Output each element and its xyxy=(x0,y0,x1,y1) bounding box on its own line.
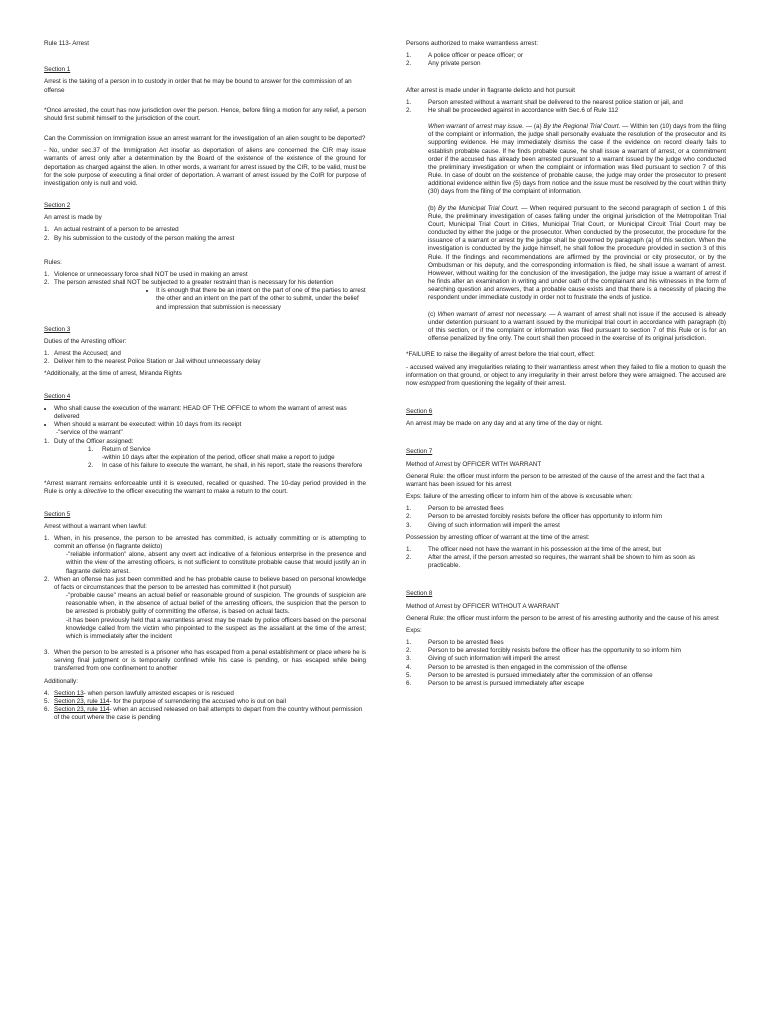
section-2-heading: Section 2 xyxy=(44,202,71,210)
miranda-note: *Additionally, at the time of arrest, Miranda Rights xyxy=(44,370,182,378)
method-without-warrant: Method of Arrest by OFFICER WITHOUT A WARRANT xyxy=(406,602,560,610)
list-item: • It is enough that there be an intent on the part of one of the parties to arrest the other and an intent on the part of the other to submit, under the belief and impression that submission is necessary xyxy=(156,287,366,312)
section-4-heading: Section 4 xyxy=(44,392,71,400)
list-item: 3. Giving of such information will imperil the arrest xyxy=(406,655,560,663)
list-item: 2. By his submission to the custody of the person making the arrest xyxy=(44,234,235,242)
list-item: 3. When the person to be arrested is a prisoner who has escaped from a penal establishment or place where he is serving final judgment or is temporarily confined while his case is pending, or has escaped while being transferred from one confinement to another xyxy=(44,649,366,673)
immigration-question: Can the Commission on Immigration issue an arrest warrant for the investigation of an alien sought to be deported? xyxy=(44,135,366,143)
general-rule-8: General Rule: the officer must inform the person to be arrest of his arresting authority and the cause of his arrest xyxy=(406,614,719,622)
officer-duties-list xyxy=(44,446,366,471)
list-item: 1. Person to be arrested flees xyxy=(406,505,504,513)
list-item: 1. Violence or unnecessary force shall NOT be used in making an arrest xyxy=(44,270,248,278)
list-item: 1. Return of Service -within 10 days after the expiration of the period, officer shall make a report to judge xyxy=(88,445,335,461)
exceptions-8-list xyxy=(406,639,726,688)
section-5-heading: Section 5 xyxy=(44,510,71,518)
rules-list xyxy=(44,271,366,287)
list-item: 3. Giving of such information will imperil the arrest xyxy=(406,521,560,529)
list-item: • When should a warrant be executed: within 10 days from its receipt xyxy=(54,421,366,429)
failure-effect: - accused waived any irregularities relating to their warrantless arrest when they failed to file a motion to quash the information on that ground, or object to any irregularity in their arrest before they were arraigned. The accused are now estopped from questioning the legality of their arrest. xyxy=(406,363,726,387)
list-item: 2. He shall be proceeded against in accordance with Sec.6 of Rule 112 xyxy=(406,106,619,114)
list-item: 1. When, in his presence, the person to be arrested has committed, is actually committing or is attempting to commit an offense (in flagrante delicto) -"reliable information" alone, absent any overt act indicative of a felonious enterprise in the presence and within the view of the arresting officers, is not sufficient to constitute probable cause that would justify an in flagrante delicto arrest. xyxy=(44,534,366,575)
possession-label: Possession by arresting officer of warrant at the time of the arrest: xyxy=(406,533,590,541)
after-arrest-list xyxy=(406,99,726,115)
immigration-answer: - No, under sec.37 of the Immigration Act insofar as deportation of aliens are concerned the CIR may issue warrants of arrest only after a determination by the Board of the existence of the existence of the ground for deportation as charged against the alien. In other words, a warrant for arrest issued by the CIR, to be valid, must be for the sole purpose of executing a final order of deportation. A warrant of arrest issued by the CoIR for purpose of investigation only is null and void. xyxy=(44,147,366,187)
exceptions-7: Exps: failure of the arresting officer to inform him of the above is excusable when: xyxy=(406,493,633,501)
general-rule-7: General Rule: the officer must inform the person to be arrested of the cause of the arrest and the fact that a warrant has been issued for his arrest xyxy=(406,472,705,488)
exceptions-8: Exps: xyxy=(406,626,422,634)
list-item: 2. In case of his failure to execute the warrant, he shall, in his report, state the reasons therefore xyxy=(88,462,363,470)
left-column xyxy=(44,40,366,722)
list-item: 4. Section 13- when person lawfully arrested escapes or is rescued xyxy=(44,689,234,697)
list-item: 2. Deliver him to the nearest Police Station or Jail without unnecessary delay xyxy=(44,358,261,366)
duty-of-officer: 1. Duty of the Officer assigned: xyxy=(44,437,134,445)
section-link: Section 13 xyxy=(54,689,84,697)
paragraph-b: (b) By the Municipal Trial Court. — When required pursuant to the second paragraph of section 1 of this Rule, the preliminary investigation of cases falling under the original jurisdiction of the Metropolitan Trial Court, Municipal Trial Court in Cities, Municipal Trial Court, or Municipal Circuit Trial Court may be conducted by either the judge or the prosecutor. When conducted by the prosecutor, the procedure for the issuance of a warrant or arrest by the judge shall be governed by paragraph (a) of this section. When the investigation is conducted by the judge himself, he shall follow the procedure provided in section 3 of this Rule. If the findings and recommendations are affirmed by the provincial or city prosecutor, or by the Ombudsman or his deputy, and the corresponding information is filed, he shall issue a warrant of arrest. However, without waiting for the conclusion of the investigation, the judge may issue a warrant of arrest if he finds after an examination in writing and under oath of the complainant and his witnesses in the form of searching question and answers, that a probable cause exists and that there is a necessity of placing the respondent under immediate custody in order not to frustrate the ends of justice. xyxy=(428,204,727,302)
possession-list xyxy=(406,546,726,571)
service-of-warrant: -"service of the warrant" xyxy=(56,429,123,437)
list-item: 2. Any private person xyxy=(406,60,481,68)
list-item: 2. Person to be arrested forcibly resists before the officer has the opportunity to so inform him xyxy=(406,647,681,655)
intent-bullet-list xyxy=(44,287,366,312)
persons-authorized-label: Persons authorized to make warrantless arrest: xyxy=(406,40,538,47)
list-item: • Who shall cause the execution of the warrant: HEAD OF THE OFFICE to whom the warrant of arrest was delivered xyxy=(54,405,366,421)
list-item: 2. Person to be arrested forcibly resists before the officer has opportunity to inform him xyxy=(406,513,663,521)
warrantless-arrest-label: Arrest without a warrant when lawful: xyxy=(44,522,147,530)
additionally-label: Additionally: xyxy=(44,677,78,685)
list-item: 1. Arrest the Accused; and xyxy=(44,350,121,358)
list-item: 2. When an offense has just been committed and he has probable cause to believe based on personal knowledge of facts or circumstances that the person to be arrested has committed it (hot pursuit) -"probable cause" means an actual belief or reasonable ground of suspicion. The grounds of suspicion are reasonable when, in the absence of actual belief of the arresting officers, the suspicion that the person to be arrested is probably guilty of committing the offense, is based on actual facts. -it has been previously held that a warrantless arrest may be made by police officers based on the personal knowledge called from the victim who pinpointed to the suspect as the assailant at the time of the arrest; which is immediately after the incident xyxy=(44,575,366,640)
section-link: Section 23, rule 114 xyxy=(54,697,110,705)
rules-label: Rules: xyxy=(44,258,62,266)
enforceability-note: *Arrest warrant remains enforceable until it is executed, recalled or quashed. The 10-day period provided in the Rule is only a directive to the officer executing the warrant to make a return to the court. xyxy=(44,480,366,496)
section-8-heading: Section 8 xyxy=(406,590,433,598)
arrest-definition: Arrest is the taking of a person in to custody in order that he may be bound to answer for the commission of an offense xyxy=(44,78,352,94)
list-item: 1. An actual restraint of a person to be arrested xyxy=(44,226,179,234)
list-item: 1. A police officer or peace officer; or xyxy=(406,52,523,60)
jurisdiction-note: *Once arrested, the court has now jurisdiction over the person. Hence, before filing a motion for any relief, a person should first submit himself to the jurisdiction of the court. xyxy=(44,106,366,122)
list-item: 2. After the arrest, if the person arrested so requires, the warrant shall be shown to him as soon as practicable. xyxy=(406,554,696,570)
exceptions-7-list xyxy=(406,505,726,530)
list-item: 6. Person to be arrest is pursued immediately after escape xyxy=(406,679,585,687)
right-column xyxy=(406,40,726,688)
duties-label: Duties of the Arresting officer: xyxy=(44,337,127,345)
additional-cases-list xyxy=(44,690,366,723)
arrest-made-by: An arrest is made by xyxy=(44,214,102,222)
section-7-heading: Section 7 xyxy=(406,448,433,456)
section-1-heading: Section 1 xyxy=(44,66,71,74)
rule-title: Rule 113- Arrest xyxy=(44,40,90,47)
method-with-warrant: Method of Arrest by OFFICER WITH WARRANT xyxy=(406,460,542,468)
paragraph-c: (c) When warrant of arrest not necessary. — A warrant of arrest shall not issue if the accused is already under detention pursuant to a warrant issued by the municipal trial court in accordance with paragraph (b) of this section, or if the complaint or information was filed pursuant to section 7 of this Rule or is for an offense penalized by fine only. The court shall then proceed in the exercise of its original jurisdiction. xyxy=(428,310,726,343)
section-6-heading: Section 6 xyxy=(406,408,433,416)
section-link: Section 23, rule 114 xyxy=(54,706,110,714)
list-item: 5. Person to be arrested is pursued immediately after the commission of an offense xyxy=(406,671,653,679)
persons-list xyxy=(406,52,726,68)
after-arrest-label: After arrest is made under in flagrante delicto and hot pursuit xyxy=(406,86,576,94)
paragraph-a: When warrant of arrest may issue. — (a) By the Regional Trial Court. — Within ten (10) days from the filing of the complaint or information, the judge shall personally evaluate the resolution of the prosecutor and its supporting evidence. He may immediately dismiss the case if the evidence on record clearly fails to establish probable cause. If he finds probable cause, he shall issue a warrant of arrest, or a commitment order if the accused has already been arrested pursuant to a warrant issued by the judge who conducted the preliminary investigation or when the complaint or information was filed pursuant to section 7 of this Rule. In case of doubt on the existence of probable cause, the judge may order the prosecutor to present additional evidence within five (5) days from notice and the issue must be resolved by the court within thirty (30) days from the filing of the complaint of information. xyxy=(428,123,726,196)
list-item: 6. Section 23, rule 114- when an accused released on bail attempts to depart from the country without permission of the court where the case is pending xyxy=(44,706,363,722)
list-item: 1. The officer need not have the warrant in his possession at the time of the arrest, but xyxy=(406,545,662,553)
list-item: 1. Person arrested without a warrant shall be delivered to the nearest police station or jail, and xyxy=(406,98,683,106)
list-item: 2. The person arrested shall NOT be subjected to a greater restraint than is necessary for his detention xyxy=(44,279,334,287)
duties-list xyxy=(44,350,366,366)
arrest-modes-list xyxy=(44,226,366,242)
section-3-heading: Section 3 xyxy=(44,325,71,333)
list-item: 4. Person to be arrested is then engaged in the commission of the offense xyxy=(406,663,628,671)
warrant-execution-bullets xyxy=(44,405,366,430)
list-item: 5. Section 23, rule 114- for the purpose of surrendering the accused who is out on bail xyxy=(44,697,286,705)
arrest-time: An arrest may be made on any day and at any time of the day or night. xyxy=(406,420,603,428)
failure-label: *FAILURE to raise the illegality of arrest before the trial court, effect: xyxy=(406,351,595,359)
list-item: 1. Person to be arrested flees xyxy=(406,639,504,647)
